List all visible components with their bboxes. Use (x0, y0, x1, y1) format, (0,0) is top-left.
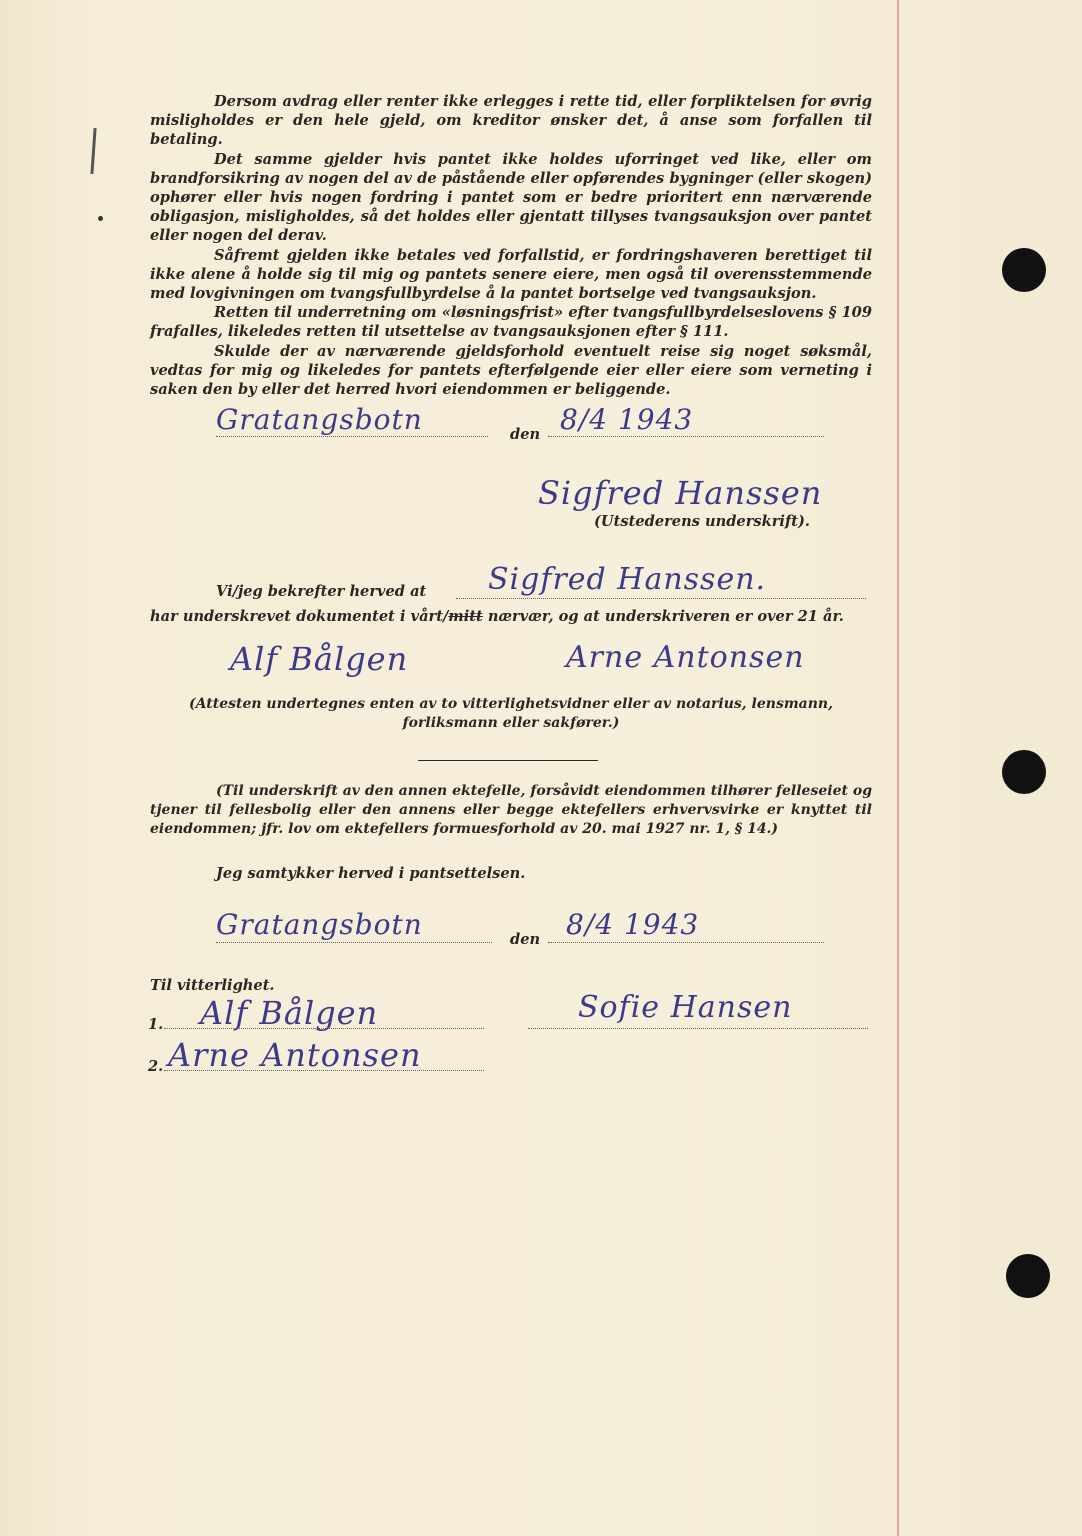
terms-paragraph-4: Retten til underretning om «løsningsfrist» efter tvangsfullbyrdelseslovens § 109 frafalles, likeledes retten til utsettelse av tvangsauksjonen efter § 111. (150, 304, 872, 341)
attest-line-2 (150, 607, 872, 626)
terms-paragraph-2: Det samme gjelder hvis pantet ikke holdes uforringet ved like, eller om brandforsikring av nogen del av de påstående eller opførendes bygninger (eller skogen) ophører eller hvis nogen fordring i pantet som er bedre prioritert enn nærværende obligasjon, misligholdes, så det holdes eller gjentatt tillyses tvangsauksjon over pantet eller nogen del derav. (150, 150, 872, 245)
punch-hole (1006, 1254, 1050, 1298)
spouse-signature-line (528, 1028, 868, 1029)
date-line (548, 436, 824, 437)
terms-paragraph-1: Dersom avdrag eller renter ikke erlegges i rette tid, eller forpliktelsen for øvrig misligholdes er den hele gjeld, om kreditor ønsker det, å anse som forfallen til betaling. (150, 93, 872, 149)
punch-hole (1002, 750, 1046, 794)
witness-number-1: 1. (148, 1016, 164, 1033)
attest-name-line (456, 598, 866, 599)
spouse-signature: Sofie Hansen (578, 990, 793, 1025)
terms-paragraph-3: Såfremt gjelden ikke betales ved forfallstid, er fordringshaveren berettiget til ikke alene å holde sig til mig og pantets senere eiere, men også til overensstemmende med lovgivningen om tvangsfullbyrdelse å la pantet bortselge ved tvangsauksjon. (150, 246, 872, 303)
place-handwritten: Gratangsbotn (216, 403, 423, 436)
witness-2-signature: Arne Antonsen (566, 640, 805, 675)
witness-1-signature: Alf Bålgen (230, 640, 409, 678)
attest-note: (Attesten undertegnes enten av to vitterlighetsvidner eller av notarius, lensmann, forliksmann eller sakfører.) (189, 696, 833, 732)
spouse-place-handwritten: Gratangsbotn (216, 908, 423, 941)
section-divider (418, 760, 598, 761)
spouse-note: (Til underskrift av den annen ektefelle, forsåvidt eiendommen tilhører felleseiet og tjener til fellesbolig eller den annens eller begge ektefellers erhvervsvirke er knyttet til eiendommen; jfr. lov om ektefellers formuesforhold av 20. mai 1927 nr. 1, § 14.) (150, 783, 872, 838)
place-line (216, 436, 488, 437)
issuer-signature-caption: (Utstederens underskrift). (594, 513, 810, 530)
spouse-den-label: den (510, 931, 541, 948)
witness-heading: Til vitterlighet. (150, 977, 275, 994)
spouse-witness-2-signature: Arne Antonsen (168, 1036, 422, 1074)
witness-number-2: 2. (148, 1058, 164, 1075)
consent-statement: Jeg samtykker herved i pantsettelsen. (216, 865, 526, 882)
red-margin-line (897, 0, 899, 1536)
attest-struck-word: mitt (448, 608, 483, 625)
ink-dot (98, 216, 103, 221)
den-label: den (510, 426, 541, 443)
witness-2-line (164, 1070, 484, 1071)
witness-1-line (164, 1028, 484, 1029)
issuer-signature: Sigfred Hanssen (538, 474, 823, 512)
spouse-date-handwritten: 8/4 1943 (566, 908, 700, 941)
pencil-mark (90, 128, 96, 174)
punch-hole (1002, 248, 1046, 292)
spouse-witness-1-signature: Alf Bålgen (200, 994, 379, 1032)
spouse-date-line (548, 942, 824, 943)
terms-paragraph-5: Skulde der av nærværende gjeldsforhold eventuelt reise sig noget søksmål, vedtas for mig og likeledes for pantets efterfølgende eier eller eiere som verneting i saken den by eller det herred hvori eiendommen er beliggende. (150, 342, 872, 399)
terms-block (150, 92, 872, 399)
attest-line-2b: nærvær, og at underskriveren er over 21 år. (482, 608, 844, 625)
attest-line-2a: har underskrevet dokumentet i vårt/ (150, 608, 449, 625)
date-handwritten: 8/4 1943 (560, 403, 694, 436)
attest-name-handwritten: Sigfred Hanssen. (488, 562, 767, 597)
attest-prefix: Vi/jeg bekrefter herved at (216, 583, 427, 600)
spouse-place-line (216, 942, 492, 943)
